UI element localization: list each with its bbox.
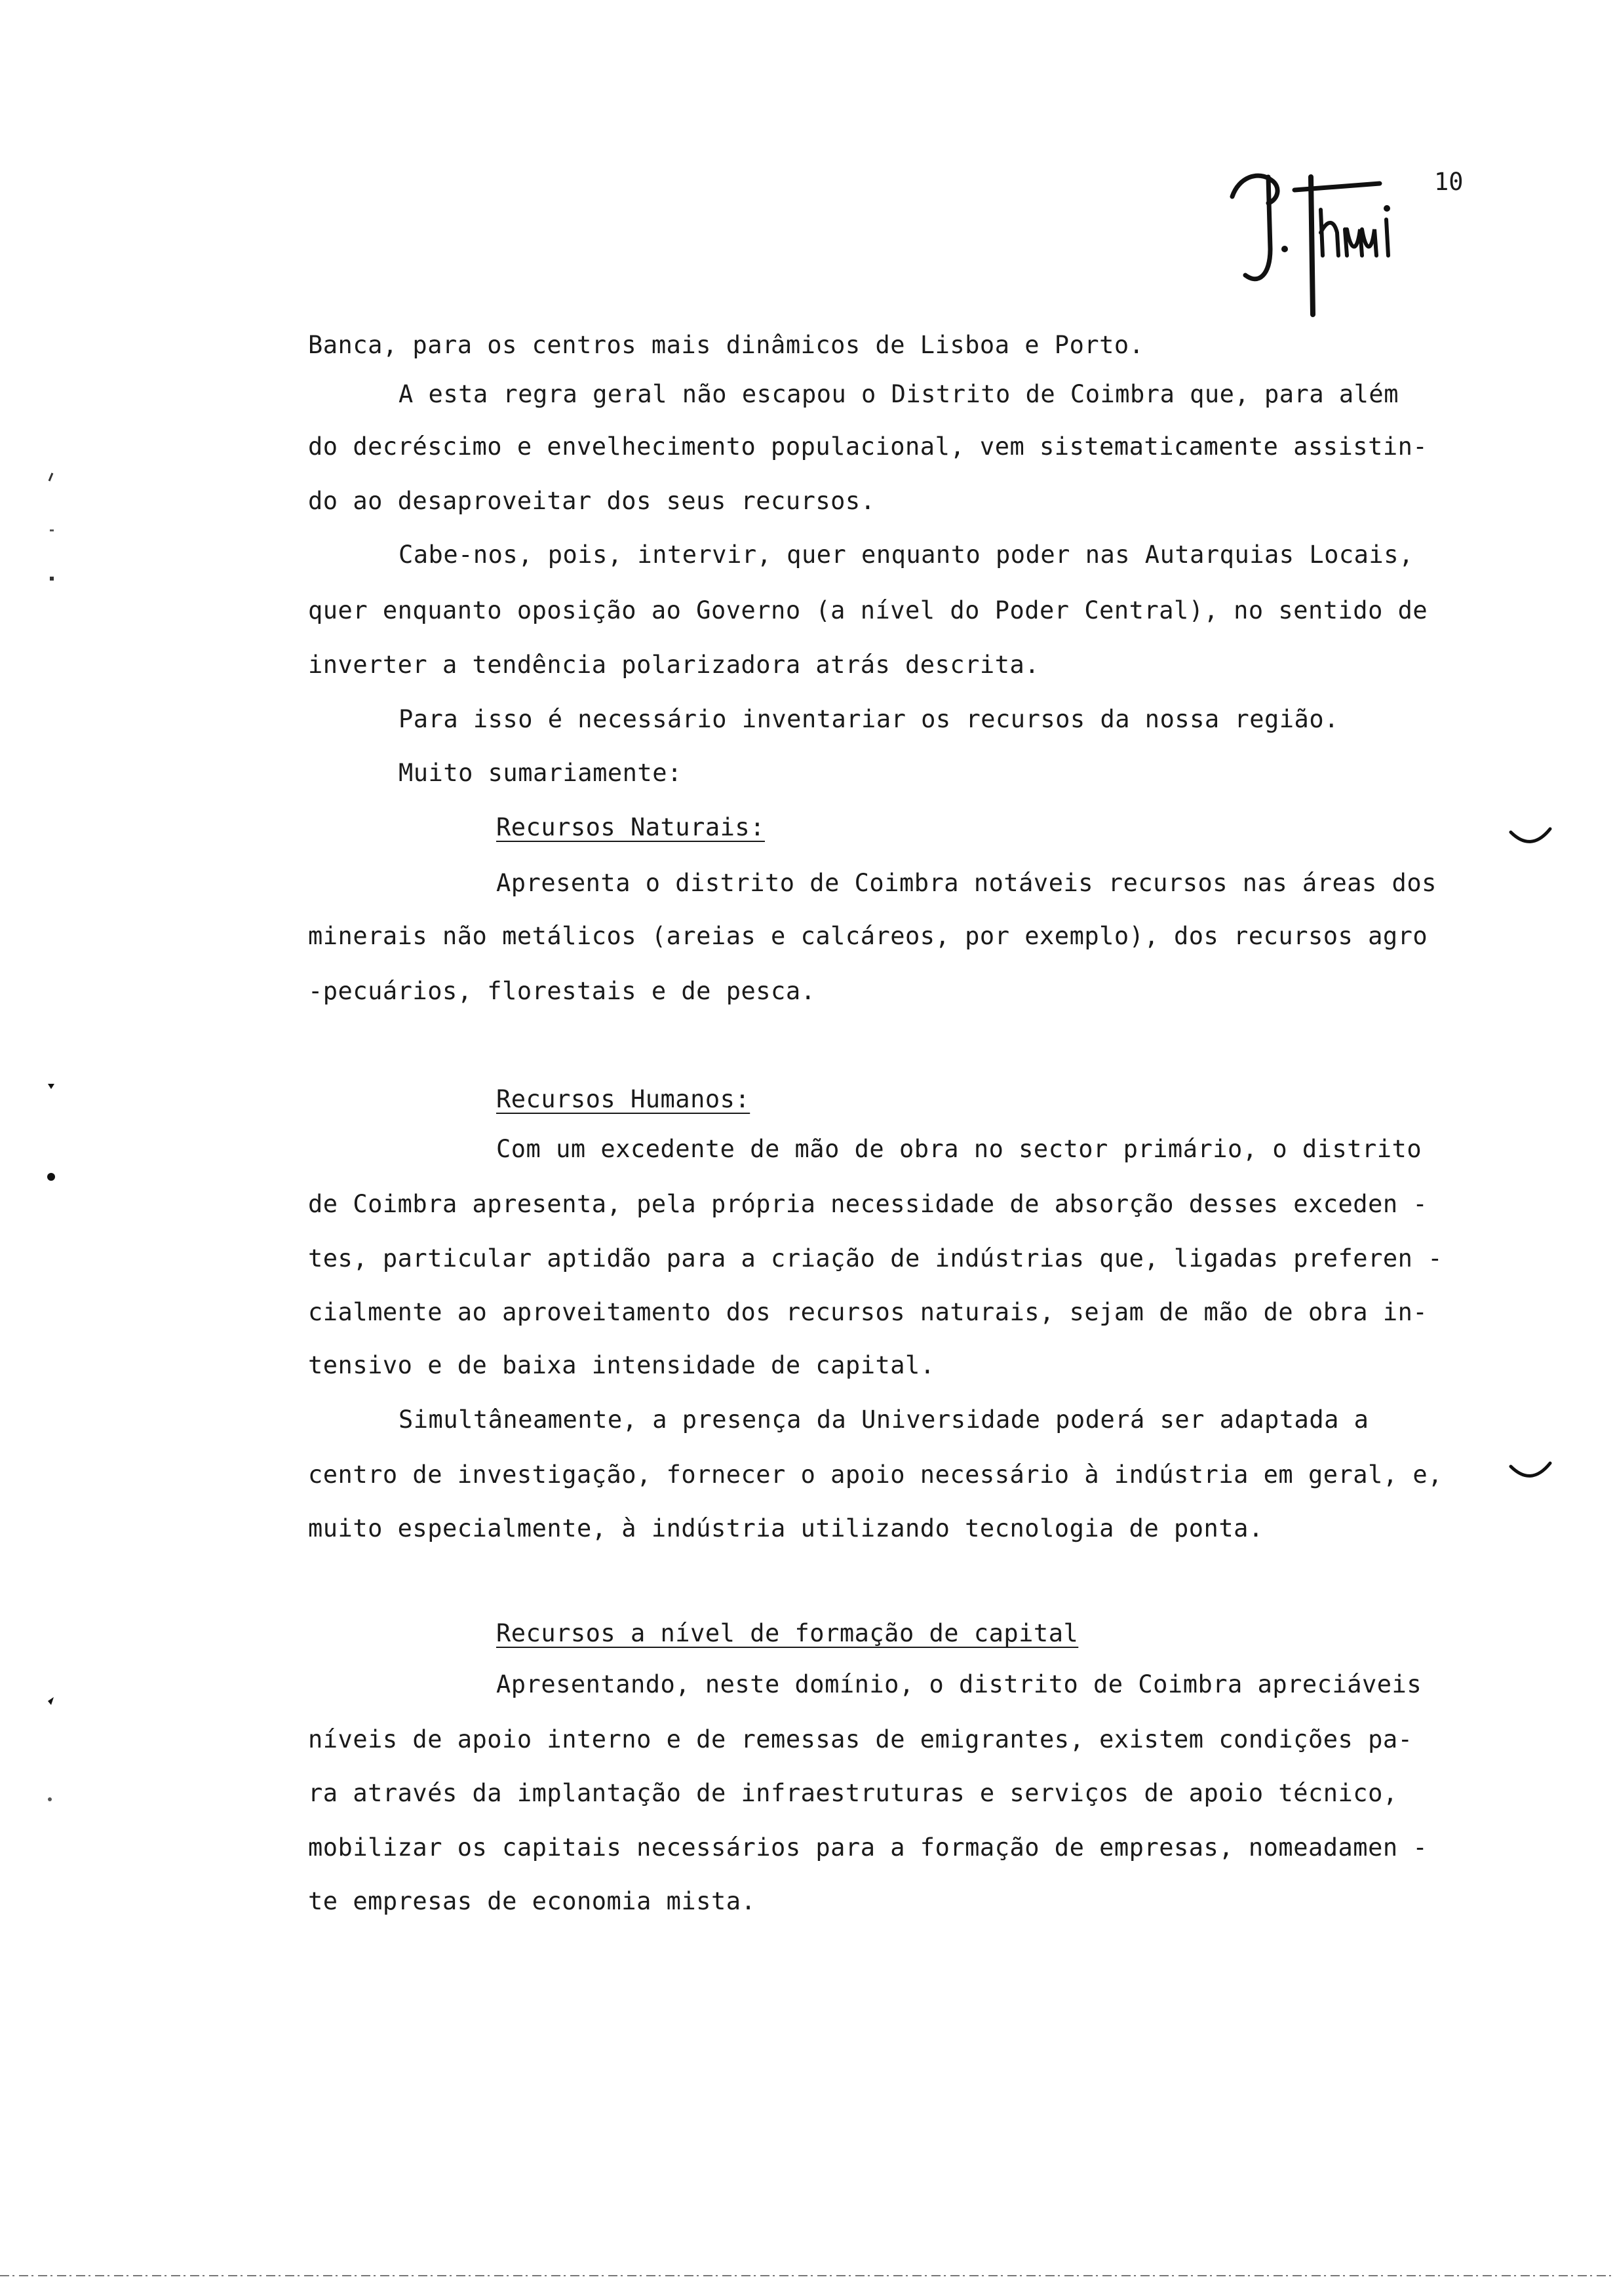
text-line: Simultâneamente, a presença da Universidade poderá ser adaptada a — [399, 1406, 1369, 1434]
signature-image — [1219, 151, 1409, 321]
text-line: Banca, para os centros mais dinâmicos de Lisboa e Porto. — [308, 331, 1144, 359]
scan-edge-line — [0, 2272, 1615, 2279]
text-line: tes, particular aptidão para a criação de indústrias que, ligadas preferen - — [308, 1244, 1443, 1272]
text-line: níveis de apoio interno e de remessas de emigrantes, existem condições pa- — [308, 1725, 1413, 1753]
text-line: quer enquanto oposição ao Governo (a nível do Poder Central), no sentido de — [308, 596, 1428, 624]
page-number: 10 — [1434, 168, 1464, 196]
text-line: ra através da implantação de infraestruturas e serviços de apoio técnico, — [308, 1779, 1398, 1807]
text-line: Muito sumariamente: — [399, 759, 682, 787]
margin-mark — [1508, 826, 1553, 852]
text-line: -pecuários, florestais e de pesca. — [308, 977, 816, 1005]
scan-speckles — [39, 459, 66, 1900]
section-heading: Recursos a nível de formação de capital — [496, 1619, 1079, 1647]
text-line: Apresentando, neste domínio, o distrito de Coimbra apreciáveis — [496, 1670, 1422, 1698]
text-line: muito especialmente, à indústria utilizando tecnologia de ponta. — [308, 1514, 1264, 1542]
text-line: do decréscimo e envelhecimento populacional, vem sistematicamente assistin- — [308, 432, 1428, 461]
text-line: Apresenta o distrito de Coimbra notáveis recursos nas áreas dos — [496, 869, 1437, 897]
margin-mark — [1508, 1460, 1553, 1486]
text-line: cialmente ao aproveitamento dos recursos naturais, sejam de mão de obra in- — [308, 1298, 1428, 1326]
text-line: de Coimbra apresenta, pela própria necessidade de absorção desses exceden - — [308, 1190, 1428, 1218]
text-line: Com um excedente de mão de obra no sector primário, o distrito — [496, 1135, 1422, 1163]
text-line: inverter a tendência polarizadora atrás descrita. — [308, 651, 1040, 679]
text-line: minerais não metálicos (areias e calcáreos, por exemplo), dos recursos agro — [308, 922, 1428, 950]
text-line: mobilizar os capitais necessários para a formação de empresas, nomeadamen - — [308, 1833, 1428, 1862]
text-line: centro de investigação, fornecer o apoio necessário à indústria em geral, e, — [308, 1461, 1443, 1489]
text-line: A esta regra geral não escapou o Distrito de Coimbra que, para além — [399, 380, 1399, 408]
text-line: tensivo e de baixa intensidade de capital. — [308, 1351, 935, 1379]
text-line: do ao desaproveitar dos seus recursos. — [308, 487, 876, 515]
text-line: Cabe-nos, pois, intervir, quer enquanto poder nas Autarquias Locais, — [399, 541, 1414, 569]
text-line: Para isso é necessário inventariar os recursos da nossa região. — [399, 705, 1339, 733]
section-heading: Recursos Humanos: — [496, 1085, 750, 1113]
section-heading: Recursos Naturais: — [496, 813, 765, 841]
text-line: te empresas de economia mista. — [308, 1887, 756, 1915]
